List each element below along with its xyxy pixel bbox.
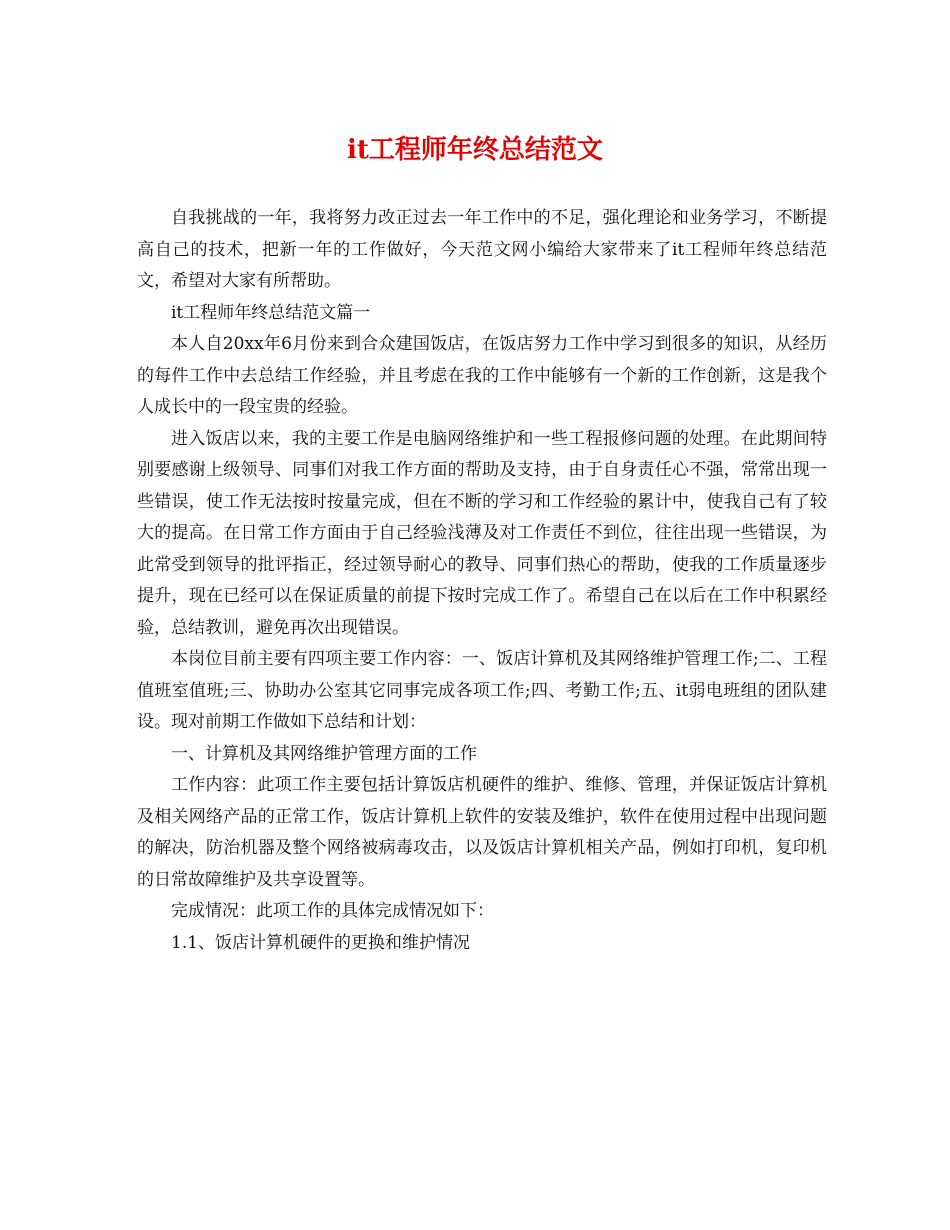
paragraph: 本岗位目前主要有四项主要工作内容：一、饭店计算机及其网络维护管理工作;二、工程值班室值班;三、协助办公室其它同事完成各项工作;四、考勤工作;五、it弱电班组的团队建设。现对前期工作做如下总结和计划：: [137, 649, 827, 732]
paragraph-intro: 自我挑战的一年，我将努力改正过去一年工作中的不足，强化理论和业务学习，不断提高自己的技术，把新一年的工作做好，今天范文网小编给大家带来了it工程师年终总结范文，希望对大家有所帮助。: [137, 208, 827, 291]
paragraph: 完成情况：此项工作的具体完成情况如下：: [171, 901, 494, 921]
document-title: it工程师年终总结范文: [347, 135, 603, 165]
paragraph: 进入饭店以来，我的主要工作是电脑网络维护和一些工程报修问题的处理。在此期间特别要感谢上级领导、同事们对我工作方面的帮助及支持，由于自身责任心不强，常常出现一些错误，使工作无法按时按量完成，但在不断的学习和工作经验的累计中，使我自己有了较大的提高。在日常工作方面由于自己经验浅薄及对工作责任不到位，往往出现一些错误，为此常受到领导的批评指正，经过领导耐心的教导、同事们热心的帮助，使我的工作质量逐步提升，现在已经可以在保证质量的前提下按时完成工作了。希望自己在以后在工作中积累经验，总结教训，避免再次出现错误。: [137, 428, 827, 638]
paragraph-subheading: 1.1、饭店计算机硬件的更换和维护情况: [171, 932, 471, 953]
paragraph: 本人自20xx年6月份来到合众建国饭店，在饭店努力工作中学习到很多的知识，从经历的每件工作中去总结工作经验，并且考虑在我的工作中能够有一个新的工作创新，这是我个人成长中的一段宝贵的经验。: [137, 334, 827, 417]
paragraph: 工作内容：此项工作主要包括计算饭店机硬件的维护、维修、管理，并保证饭店计算机及相关网络产品的正常工作，饭店计算机上软件的安装及维护，软件在使用过程中出现问题的解决，防治机器及整个网络被病毒攻击，以及饭店计算机相关产品，例如打印机，复印机的日常故障维护及共享设置等。: [137, 775, 827, 890]
paragraph-subheading: 一、计算机及其网络维护管理方面的工作: [171, 743, 477, 764]
document-body: [137, 203, 827, 959]
paragraph-section-heading: it工程师年终总结范文篇一: [171, 302, 371, 323]
